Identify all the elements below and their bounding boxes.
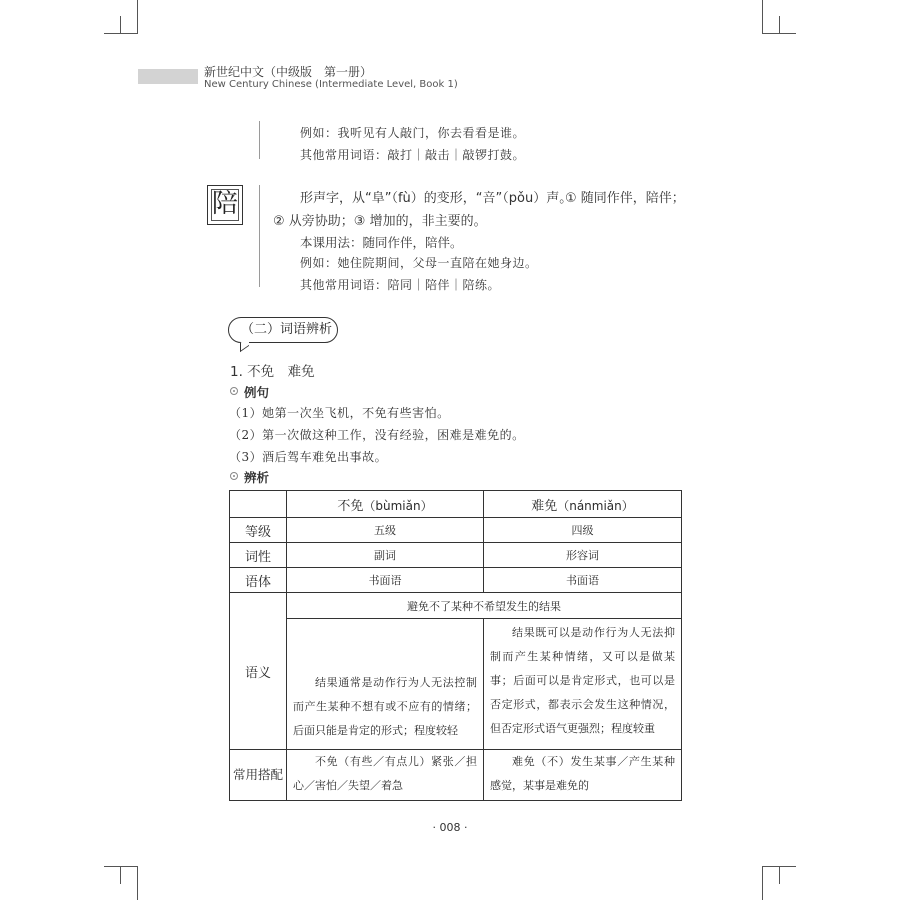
row-label: 语义 [230, 593, 287, 750]
book-title: 新世纪中文（中级版 第一册） [204, 65, 373, 79]
table-cell: 五级 [287, 518, 484, 543]
row-label: 等级 [230, 518, 287, 543]
header-bar [138, 69, 198, 84]
table-cell: 形容词 [484, 543, 682, 568]
crop-mark [762, 33, 796, 34]
entry-rule [259, 121, 260, 159]
table-row [230, 750, 682, 801]
meaning-cell: 结果通常是动作行为人无法控制而产生某种不想有或不应有的情绪；后面只能是肯定的形式；程度较轻 [287, 619, 484, 750]
page-number: · 008 · [432, 821, 468, 834]
bullet-icon [230, 472, 238, 480]
character-box: 陪 [207, 185, 243, 225]
crop-mark [762, 866, 796, 867]
char-other-words: 其他常用词语：陪同｜陪伴｜陪练。 [300, 278, 501, 292]
bullet-icon [230, 387, 238, 395]
crop-mark [104, 866, 138, 867]
table-row [230, 593, 682, 619]
column-header [484, 491, 682, 518]
column-header [287, 491, 484, 518]
analysis-label: 辨析 [244, 470, 270, 485]
table-cell: 四级 [484, 518, 682, 543]
crop-mark [137, 866, 138, 900]
collocation-cell: 难免（不）发生某事／产生某种感觉，某事是难免的 [484, 750, 682, 801]
column-word: 不免 [337, 498, 364, 514]
crop-mark [120, 16, 121, 34]
example-sentence: （3）酒后驾车难免出事故。 [229, 450, 388, 464]
char-example: 例如：她住院期间，父母一直陪在她身边。 [300, 256, 538, 270]
section-tab: （二）词语辨析 [228, 317, 338, 343]
crop-mark [762, 0, 763, 34]
book-subtitle: New Century Chinese (Intermediate Level, Book 1) [204, 79, 458, 90]
examples-label: 例句 [244, 385, 270, 400]
row-label: 词性 [230, 543, 287, 568]
top-example: 例如：我听见有人敲门，你去看看是谁。 [300, 126, 526, 140]
entry-rule [259, 185, 260, 287]
example-sentence: （1）她第一次坐飞机，不免有些害怕。 [229, 406, 450, 420]
collocation-cell: 不免（有些／有点儿）紧张／担心／害怕／失望／着急 [287, 750, 484, 801]
char-explanation-line2: ② 从旁协助；③ 增加的，非主要的。 [273, 214, 487, 229]
shared-meaning-cell: 避免不了某种不希望发生的结果 [287, 593, 682, 619]
item-title: 1. 不免 难免 [230, 364, 315, 380]
row-label: 语体 [230, 568, 287, 593]
example-sentence: （2）第一次做这种工作，没有经验，困难是难免的。 [229, 428, 525, 442]
table-row [230, 568, 682, 593]
row-label: 常用搭配 [230, 750, 287, 801]
table-row [230, 518, 682, 543]
comparison-table [229, 490, 682, 801]
crop-mark [779, 866, 780, 884]
crop-mark [104, 33, 138, 34]
char-explanation-a: 形声字，从“阜”（fù）的变形，“咅”（pǒu）声。 [300, 191, 573, 206]
char-usage: 本课用法：随同作伴，陪伴。 [300, 235, 463, 250]
crop-mark [120, 866, 121, 884]
crop-mark [762, 866, 763, 900]
table-row [230, 543, 682, 568]
table-row [230, 619, 682, 750]
meaning-cell: 结果既可以是动作行为人无法抑制而产生某种情绪，又可以是做某事；后面可以是肯定形式，也可以是否定形式，都表示会发生这种情况，但否定形式语气更强烈；程度较重 [484, 619, 682, 750]
crop-mark [137, 0, 138, 34]
char-explanation-b: ① 随同作伴，陪伴； [565, 191, 685, 206]
crop-mark [779, 16, 780, 34]
column-pinyin: （bùmiǎn） [363, 498, 433, 513]
table-cell: 书面语 [484, 568, 682, 593]
table-cell: 书面语 [287, 568, 484, 593]
column-pinyin: （nánmiǎn） [557, 498, 634, 513]
column-word: 难免 [531, 498, 558, 514]
table-cell: 副词 [287, 543, 484, 568]
top-other-words: 其他常用词语：敲打｜敲击｜敲锣打鼓。 [300, 148, 526, 162]
table-corner-cell [230, 491, 287, 518]
table-header-row [230, 491, 682, 518]
